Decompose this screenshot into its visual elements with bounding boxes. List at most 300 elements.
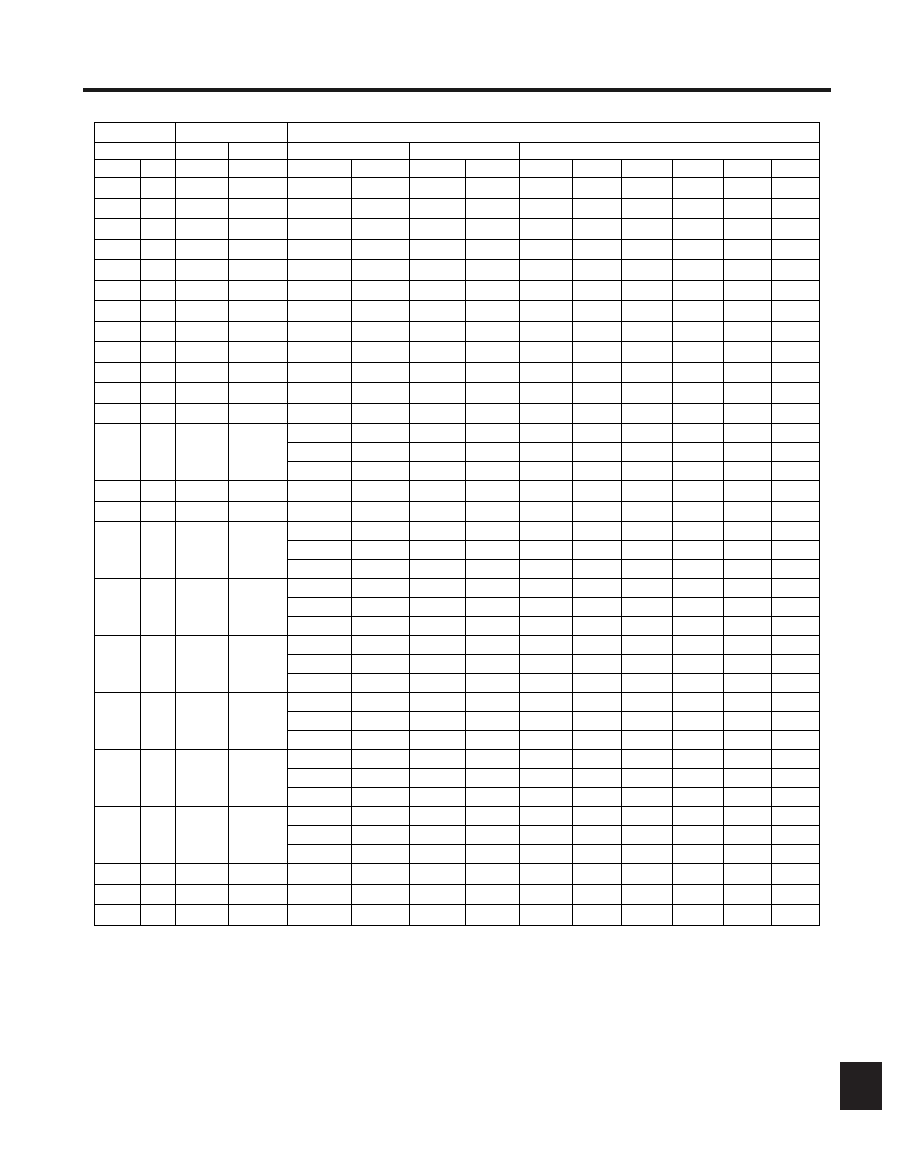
table-cell-group xyxy=(175,750,228,807)
table-cell xyxy=(519,884,572,905)
table-cell xyxy=(771,219,819,240)
table-cell xyxy=(410,301,466,322)
table-cell xyxy=(351,462,410,481)
table-cell xyxy=(771,321,819,342)
specification-table xyxy=(94,122,820,926)
table-cell xyxy=(724,403,772,424)
table-cell xyxy=(672,239,723,260)
table-header-row xyxy=(95,160,820,178)
table-cell xyxy=(672,807,723,826)
table-cell xyxy=(771,239,819,260)
table-cell xyxy=(771,579,819,598)
table-cell xyxy=(287,462,351,481)
table-cell xyxy=(466,826,519,845)
table-cell xyxy=(621,769,672,788)
table-cell xyxy=(724,239,772,260)
table-row xyxy=(95,864,820,885)
table-cell xyxy=(351,342,410,363)
table-cell-group xyxy=(140,750,175,807)
table-cell xyxy=(410,481,466,502)
table-cell xyxy=(519,424,572,443)
table-cell xyxy=(95,501,141,522)
table-cell xyxy=(621,884,672,905)
table-cell xyxy=(724,560,772,579)
table-cell xyxy=(287,219,351,240)
table-cell xyxy=(519,541,572,560)
table-cell xyxy=(724,636,772,655)
table-cell xyxy=(466,864,519,885)
table-cell xyxy=(621,178,672,199)
table-cell xyxy=(572,598,621,617)
table-cell xyxy=(466,693,519,712)
table-cell xyxy=(672,731,723,750)
table-cell xyxy=(572,219,621,240)
table-cell xyxy=(229,342,288,363)
table-cell xyxy=(287,905,351,926)
header-cell xyxy=(229,160,288,178)
table-cell xyxy=(572,845,621,864)
table-cell xyxy=(351,219,410,240)
table-cell xyxy=(771,443,819,462)
table-cell xyxy=(466,383,519,404)
table-cell xyxy=(410,905,466,926)
table-cell xyxy=(229,884,288,905)
table-cell xyxy=(572,905,621,926)
table-cell xyxy=(519,342,572,363)
table-cell xyxy=(95,178,141,199)
table-cell xyxy=(672,260,723,281)
table-cell xyxy=(724,362,772,383)
table-cell xyxy=(621,481,672,502)
table-row xyxy=(95,636,820,655)
table-cell xyxy=(287,617,351,636)
header-cell xyxy=(519,143,819,160)
table-row xyxy=(95,807,820,826)
table-cell xyxy=(95,905,141,926)
table-cell xyxy=(410,731,466,750)
table-cell xyxy=(466,462,519,481)
table-cell xyxy=(724,260,772,281)
table-cell xyxy=(771,905,819,926)
table-cell xyxy=(572,712,621,731)
header-cell xyxy=(175,160,228,178)
table-cell xyxy=(410,260,466,281)
table-cell xyxy=(672,788,723,807)
table-cell xyxy=(672,541,723,560)
table-cell xyxy=(466,362,519,383)
table-cell xyxy=(287,769,351,788)
table-cell xyxy=(175,301,228,322)
table-cell xyxy=(140,260,175,281)
table-cell xyxy=(466,280,519,301)
table-cell xyxy=(410,462,466,481)
table-cell xyxy=(287,280,351,301)
table-cell xyxy=(140,362,175,383)
table-cell xyxy=(229,280,288,301)
table-cell xyxy=(724,655,772,674)
table-cell xyxy=(351,712,410,731)
table-cell xyxy=(519,788,572,807)
table-cell xyxy=(519,522,572,541)
table-cell xyxy=(621,443,672,462)
header-cell xyxy=(175,123,287,143)
table-cell xyxy=(672,864,723,885)
table-cell xyxy=(95,219,141,240)
table-cell xyxy=(621,462,672,481)
table-cell xyxy=(572,884,621,905)
table-cell xyxy=(410,636,466,655)
table-cell xyxy=(771,383,819,404)
table-cell xyxy=(466,579,519,598)
table-header-row xyxy=(95,123,820,143)
table-cell xyxy=(572,321,621,342)
table-cell xyxy=(351,905,410,926)
header-cell xyxy=(466,160,519,178)
table-cell xyxy=(572,462,621,481)
table-cell-group xyxy=(140,807,175,864)
table-cell xyxy=(466,731,519,750)
table-cell xyxy=(351,826,410,845)
table-cell xyxy=(351,864,410,885)
table-cell xyxy=(175,905,228,926)
table-cell xyxy=(771,769,819,788)
table-cell xyxy=(287,560,351,579)
table-cell xyxy=(771,884,819,905)
table-cell xyxy=(724,750,772,769)
table-cell-group xyxy=(229,522,288,579)
table-cell xyxy=(351,655,410,674)
table-cell xyxy=(672,826,723,845)
table-cell xyxy=(287,864,351,885)
table-cell xyxy=(519,845,572,864)
table-cell xyxy=(621,198,672,219)
table-cell xyxy=(351,731,410,750)
table-cell xyxy=(466,769,519,788)
table-cell xyxy=(351,301,410,322)
table-cell xyxy=(175,342,228,363)
table-cell xyxy=(572,579,621,598)
table-cell xyxy=(351,239,410,260)
table-cell xyxy=(229,301,288,322)
table-cell xyxy=(771,403,819,424)
table-cell xyxy=(572,501,621,522)
table-cell xyxy=(724,383,772,404)
table-cell xyxy=(771,260,819,281)
table-cell xyxy=(95,198,141,219)
table-cell xyxy=(519,260,572,281)
table-body xyxy=(95,178,820,926)
table-row xyxy=(95,501,820,522)
table-cell xyxy=(466,260,519,281)
table-cell xyxy=(724,788,772,807)
table-row xyxy=(95,750,820,769)
table-row xyxy=(95,301,820,322)
table-cell xyxy=(672,481,723,502)
table-cell-group xyxy=(95,807,141,864)
table-cell-group xyxy=(175,636,228,693)
table-cell xyxy=(771,501,819,522)
table-cell xyxy=(351,750,410,769)
table-cell-group xyxy=(229,750,288,807)
table-cell xyxy=(672,522,723,541)
table-cell xyxy=(287,655,351,674)
table-cell xyxy=(351,280,410,301)
table-cell xyxy=(572,617,621,636)
table-cell xyxy=(175,383,228,404)
table-cell xyxy=(519,750,572,769)
table-cell xyxy=(466,636,519,655)
table-row xyxy=(95,321,820,342)
table-cell xyxy=(410,884,466,905)
header-cell xyxy=(410,160,466,178)
table-cell xyxy=(672,674,723,693)
table-cell xyxy=(519,655,572,674)
header-cell xyxy=(95,143,176,160)
table-cell xyxy=(519,579,572,598)
table-row xyxy=(95,342,820,363)
table-cell xyxy=(572,541,621,560)
table-cell xyxy=(466,443,519,462)
table-cell xyxy=(466,807,519,826)
table-cell xyxy=(466,598,519,617)
table-cell-group xyxy=(175,807,228,864)
table-row xyxy=(95,219,820,240)
table-cell xyxy=(572,826,621,845)
table-cell xyxy=(410,198,466,219)
table-cell xyxy=(621,905,672,926)
table-cell xyxy=(724,424,772,443)
table-cell xyxy=(672,383,723,404)
table-cell xyxy=(229,905,288,926)
table-cell xyxy=(229,864,288,885)
table-cell xyxy=(771,362,819,383)
table-cell xyxy=(519,481,572,502)
header-cell xyxy=(95,123,176,143)
table-cell xyxy=(287,362,351,383)
table-cell xyxy=(771,481,819,502)
table-cell xyxy=(519,239,572,260)
table-cell xyxy=(519,826,572,845)
table-cell xyxy=(621,522,672,541)
table-cell xyxy=(519,905,572,926)
header-cell xyxy=(287,160,351,178)
table-cell xyxy=(771,178,819,199)
table-cell xyxy=(175,501,228,522)
table-cell xyxy=(351,260,410,281)
table-cell xyxy=(410,655,466,674)
table-cell xyxy=(771,826,819,845)
table-cell xyxy=(519,560,572,579)
table-cell xyxy=(771,674,819,693)
table-cell xyxy=(287,424,351,443)
table-cell xyxy=(519,280,572,301)
table-cell xyxy=(572,788,621,807)
table-cell xyxy=(724,301,772,322)
table-cell xyxy=(519,301,572,322)
table-cell xyxy=(572,769,621,788)
table-cell xyxy=(287,198,351,219)
table-cell xyxy=(621,731,672,750)
table-cell xyxy=(572,674,621,693)
table-cell xyxy=(771,617,819,636)
table-cell xyxy=(410,342,466,363)
table-cell xyxy=(519,731,572,750)
table-cell xyxy=(572,301,621,322)
table-cell xyxy=(466,198,519,219)
table-cell xyxy=(621,501,672,522)
table-cell xyxy=(287,342,351,363)
table-cell xyxy=(672,884,723,905)
table-cell xyxy=(724,342,772,363)
table-cell xyxy=(621,617,672,636)
table-cell xyxy=(672,178,723,199)
table-cell xyxy=(410,579,466,598)
table-cell xyxy=(287,443,351,462)
table-cell xyxy=(572,693,621,712)
table-cell xyxy=(672,501,723,522)
table-cell xyxy=(229,198,288,219)
table-cell-group xyxy=(95,750,141,807)
table-cell xyxy=(466,219,519,240)
table-cell xyxy=(724,522,772,541)
table-cell xyxy=(466,239,519,260)
table-cell xyxy=(621,219,672,240)
table-cell xyxy=(95,481,141,502)
table-cell xyxy=(621,807,672,826)
table-cell xyxy=(621,674,672,693)
table-cell xyxy=(287,501,351,522)
table-cell xyxy=(771,541,819,560)
table-cell xyxy=(95,239,141,260)
table-cell xyxy=(229,501,288,522)
table-cell xyxy=(724,693,772,712)
table-cell xyxy=(229,481,288,502)
table-cell xyxy=(672,280,723,301)
table-cell xyxy=(572,424,621,443)
table-cell xyxy=(672,321,723,342)
table-cell xyxy=(572,362,621,383)
table-cell xyxy=(287,807,351,826)
header-cell xyxy=(771,160,819,178)
table-cell xyxy=(621,560,672,579)
table-cell xyxy=(572,807,621,826)
table-cell xyxy=(351,403,410,424)
table-cell-group xyxy=(95,579,141,636)
table-row xyxy=(95,403,820,424)
table-cell xyxy=(771,712,819,731)
table-cell xyxy=(572,280,621,301)
table-cell xyxy=(572,178,621,199)
table-row xyxy=(95,693,820,712)
table-cell xyxy=(95,321,141,342)
table-header xyxy=(95,123,820,178)
table-cell xyxy=(140,342,175,363)
table-cell xyxy=(351,579,410,598)
table-cell-group xyxy=(95,693,141,750)
table-cell xyxy=(466,522,519,541)
table-cell xyxy=(771,342,819,363)
table-cell xyxy=(621,280,672,301)
table-cell xyxy=(672,693,723,712)
table-cell xyxy=(466,481,519,502)
table-cell xyxy=(410,864,466,885)
table-cell xyxy=(724,462,772,481)
table-cell xyxy=(351,769,410,788)
table-cell xyxy=(672,712,723,731)
table-cell xyxy=(572,731,621,750)
table-cell xyxy=(95,884,141,905)
table-cell xyxy=(621,693,672,712)
table-cell xyxy=(287,845,351,864)
table-cell xyxy=(672,905,723,926)
table-row xyxy=(95,481,820,502)
table-row xyxy=(95,424,820,443)
table-cell xyxy=(175,321,228,342)
table-cell xyxy=(621,750,672,769)
table-cell xyxy=(724,712,772,731)
table-cell xyxy=(724,845,772,864)
table-cell xyxy=(175,403,228,424)
table-cell-group xyxy=(229,693,288,750)
table-cell xyxy=(410,712,466,731)
table-cell xyxy=(672,598,723,617)
table-cell xyxy=(175,178,228,199)
header-cell xyxy=(410,143,520,160)
table-cell xyxy=(466,845,519,864)
table-cell xyxy=(724,807,772,826)
table-cell xyxy=(672,636,723,655)
table-cell xyxy=(621,579,672,598)
table-cell xyxy=(771,788,819,807)
table-cell xyxy=(621,845,672,864)
table-cell xyxy=(466,301,519,322)
header-cell xyxy=(351,160,410,178)
table-row xyxy=(95,884,820,905)
table-cell xyxy=(519,674,572,693)
table-cell xyxy=(287,301,351,322)
table-cell xyxy=(771,731,819,750)
table-cell xyxy=(572,198,621,219)
table-cell xyxy=(672,655,723,674)
table-cell xyxy=(175,280,228,301)
table-container xyxy=(94,122,820,926)
table-cell xyxy=(287,884,351,905)
table-cell xyxy=(672,403,723,424)
table-cell xyxy=(519,403,572,424)
table-cell xyxy=(351,617,410,636)
table-cell xyxy=(672,424,723,443)
table-cell xyxy=(672,560,723,579)
table-cell xyxy=(466,712,519,731)
table-row xyxy=(95,522,820,541)
table-cell xyxy=(410,750,466,769)
table-cell-group xyxy=(140,424,175,481)
table-cell xyxy=(410,501,466,522)
table-cell xyxy=(572,560,621,579)
table-cell xyxy=(621,321,672,342)
table-cell xyxy=(466,541,519,560)
table-cell xyxy=(287,522,351,541)
table-cell xyxy=(466,674,519,693)
table-cell xyxy=(287,693,351,712)
table-cell xyxy=(140,178,175,199)
table-cell xyxy=(140,239,175,260)
table-cell xyxy=(572,403,621,424)
table-cell xyxy=(175,481,228,502)
table-row xyxy=(95,579,820,598)
page-tab-marker xyxy=(840,1062,882,1110)
table-cell xyxy=(287,321,351,342)
